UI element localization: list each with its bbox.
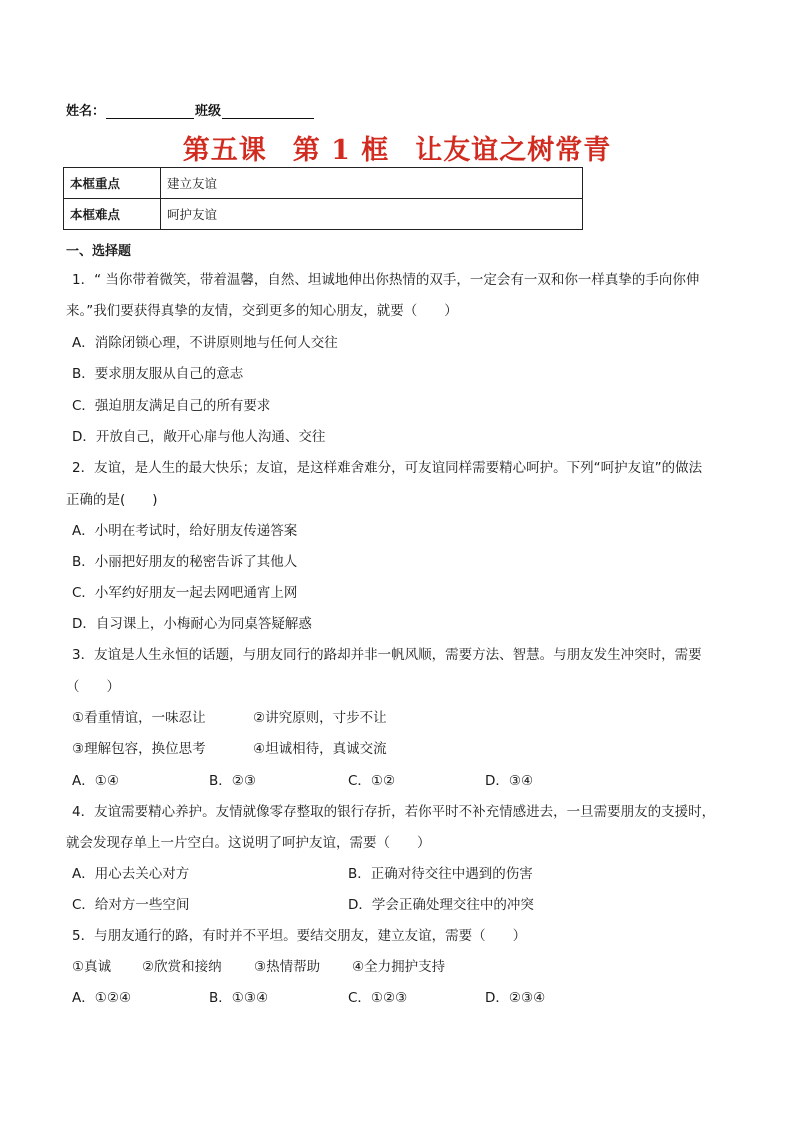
q1-stem-line2: 来。”我们要获得真挚的友情，交到更多的知心朋友，就要（ ） <box>66 303 458 319</box>
difficulty-value: 呵护友谊 <box>161 199 583 230</box>
q4-option-c[interactable]: C．给对方一些空间 <box>72 897 190 913</box>
q2-stem-line1: 2．友谊，是人生的最大快乐；友谊，是这样难舍难分，可友谊同样需要精心呵护。下列“呵护友谊”的做法 <box>72 460 703 476</box>
table-row <box>64 199 583 230</box>
q3-option-d[interactable]: D．③④ <box>485 773 534 789</box>
q5-option-b[interactable]: B．①③④ <box>209 990 269 1006</box>
q1-option-a[interactable]: A．消除闭锁心理，不讲原则地与任何人交往 <box>72 335 338 351</box>
q5-statement-1: ①真诚 <box>72 959 112 975</box>
q3-options-row <box>72 769 572 789</box>
focus-table <box>63 167 583 230</box>
q2-option-c[interactable]: C．小军约好朋友一起去网吧通宵上网 <box>72 585 298 601</box>
q4-option-b[interactable]: B．正确对待交往中遇到的伤害 <box>348 866 533 882</box>
title-topic: 让友谊之树常青 <box>415 135 612 166</box>
name-blank[interactable] <box>106 104 194 119</box>
page-title <box>0 128 794 167</box>
q1-option-b[interactable]: B．要求朋友服从自己的意志 <box>72 366 244 382</box>
class-blank[interactable] <box>222 104 314 119</box>
difficulty-label: 本框难点 <box>64 199 161 230</box>
q1-option-d[interactable]: D．开放自己，敞开心扉与他人沟通、交往 <box>72 429 326 445</box>
q1-option-c[interactable]: C．强迫朋友满足自己的所有要求 <box>72 398 271 414</box>
q3-option-a[interactable]: A．①④ <box>72 773 119 789</box>
q4-options-row1 <box>72 862 632 882</box>
title-frame: 第 1 框 <box>292 135 390 166</box>
q2-option-b[interactable]: B．小丽把好朋友的秘密告诉了其他人 <box>72 554 298 570</box>
q5-statement-2: ②欣赏和接纳 <box>142 959 222 975</box>
q5-options-row <box>72 986 572 1006</box>
q2-stem-line2: 正确的是( ) <box>66 492 158 508</box>
q3-statement-2: ②讲究原则，寸步不让 <box>253 710 387 726</box>
q4-option-a[interactable]: A．用心去关心对方 <box>72 866 190 882</box>
q4-option-d[interactable]: D．学会正确处理交往中的冲突 <box>348 897 534 913</box>
key-point-value: 建立友谊 <box>161 168 583 199</box>
q3-option-b[interactable]: B．②③ <box>209 773 256 789</box>
q5-statements-row <box>72 955 492 975</box>
q4-options-row2 <box>72 893 632 913</box>
q3-statements-row2 <box>72 737 492 757</box>
section-title: 一、选择题 <box>66 244 132 259</box>
q5-statement-3: ③热情帮助 <box>254 959 321 975</box>
q5-statement-4: ④全力拥护支持 <box>352 959 446 975</box>
class-label: 班级 <box>195 104 222 119</box>
q5-option-d[interactable]: D．②③④ <box>485 990 546 1006</box>
q5-stem: 5．与朋友通行的路，有时并不平坦。要结交朋友，建立友谊，需要（ ） <box>72 928 527 944</box>
q3-stem-line2: （ ） <box>66 679 120 695</box>
title-lesson: 第五课 <box>182 135 267 166</box>
name-label: 姓名： <box>66 104 106 119</box>
q4-stem-line1: 4．友谊需要精心养护。友情就像零存整取的银行存折，若你平时不补充情感进去，一旦需要朋友的支援时， <box>72 804 716 820</box>
q2-option-d[interactable]: D．自习课上，小梅耐心为同桌答疑解惑 <box>72 616 312 632</box>
q3-option-c[interactable]: C．①② <box>348 773 396 789</box>
table-row <box>64 168 583 199</box>
key-point-label: 本框重点 <box>64 168 161 199</box>
q3-statement-4: ④坦诚相待，真诚交流 <box>253 741 387 757</box>
q1-stem-line1: 1．“ 当你带着微笑，带着温馨，自然、坦诚地伸出你热情的双手，一定会有一双和你一样真挚的手向你伸 <box>72 272 700 288</box>
q3-statements-row1 <box>72 706 492 726</box>
q3-stem-line1: 3．友谊是人生永恒的话题，与朋友同行的路却并非一帆风顺，需要方法、智慧。与朋友发生冲突时，需要 <box>72 647 702 663</box>
q3-statement-3: ③理解包容，换位思考 <box>72 741 206 757</box>
q4-stem-line2: 就会发现存单上一片空白。这说明了呵护友谊，需要（ ） <box>66 835 431 851</box>
student-info-line <box>66 100 315 119</box>
q2-option-a[interactable]: A．小明在考试时，给好朋友传递答案 <box>72 523 298 539</box>
q5-option-a[interactable]: A．①②④ <box>72 990 132 1006</box>
q5-option-c[interactable]: C．①②③ <box>348 990 408 1006</box>
q3-statement-1: ①看重情谊，一味忍让 <box>72 710 206 726</box>
